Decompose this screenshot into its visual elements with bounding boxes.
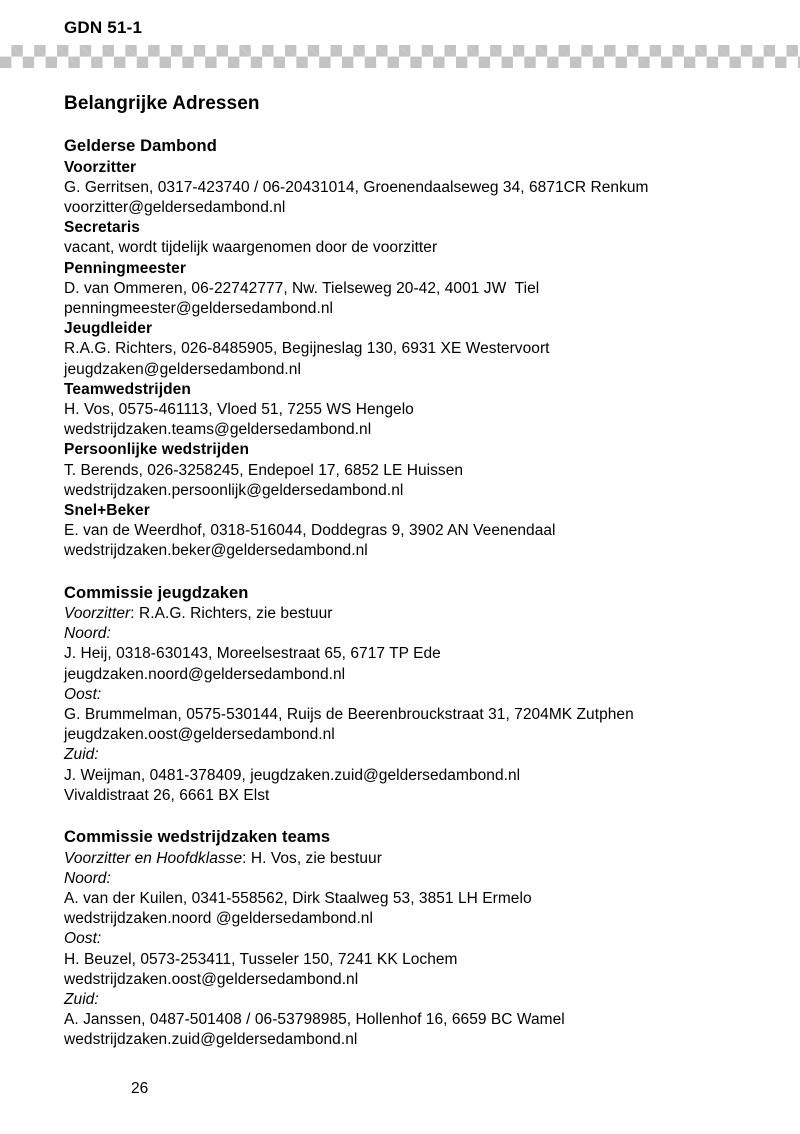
page-header (0, 0, 800, 68)
region-label: Oost: (64, 685, 102, 703)
region-label: Zuid: (64, 746, 99, 764)
chair-label: Voorzitter (64, 605, 131, 623)
section-gelderse-dambond (64, 136, 764, 562)
chair-line (64, 604, 764, 624)
contact-line: G. Gerritsen, 0317-423740 / 06-20431014, Groenendaalseweg 34, 6871CR Renkum (64, 178, 649, 196)
contact-email: jeugdzaken.oost@geldersedambond.nl (64, 726, 335, 744)
chair-value: : H. Vos, zie bestuur (242, 849, 382, 867)
contact-line: T. Berends, 026-3258245, Endepoel 17, 6852 LE Huissen (64, 461, 464, 479)
contact-line: Vivaldistraat 26, 6661 BX Elst (64, 786, 270, 804)
chair-label: Voorzitter en Hoofdklasse (64, 849, 243, 867)
contact-email: wedstrijdzaken.noord @geldersedambond.nl (64, 910, 373, 928)
section-heading: Commissie wedstrijdzaken teams (64, 828, 331, 847)
region-label: Oost: (64, 930, 102, 948)
page-title: Belangrijke Adressen (64, 93, 260, 114)
section-heading: Commissie jeugdzaken (64, 583, 249, 602)
contact-email: jeugdzaken@geldersedambond.nl (64, 360, 301, 378)
contact-email: voorzitter@geldersedambond.nl (64, 198, 286, 216)
contact-email: jeugdzaken.noord@geldersedambond.nl (64, 665, 346, 683)
contact-email: wedstrijdzaken.teams@geldersedambond.nl (64, 421, 372, 439)
document-body (64, 92, 764, 1051)
contact-email: penningmeester@geldersedambond.nl (64, 299, 334, 317)
region-label: Zuid: (64, 991, 99, 1009)
contact-line: G. Brummelman, 0575-530144, Ruijs de Beerenbrouckstraat 31, 7204MK Zutphen (64, 706, 634, 724)
contact-email: wedstrijdzaken.oost@geldersedambond.nl (64, 970, 359, 988)
role-label: Teamwedstrijden (64, 380, 191, 398)
contact-line: A. van der Kuilen, 0341-558562, Dirk Staalweg 53, 3851 LH Ermelo (64, 890, 532, 907)
running-head: GDN 51-1 (64, 18, 143, 37)
page-number: 26 (131, 1080, 149, 1097)
region-label: Noord: (64, 625, 111, 643)
section-commissie-wedstrijdzaken-teams (64, 827, 764, 1051)
contact-email: wedstrijdzaken.zuid@geldersedambond.nl (64, 1031, 358, 1049)
section-heading: Gelderse Dambond (64, 137, 217, 155)
contact-line: J. Weijman, 0481-378409, jeugdzaken.zuid@geldersedambond.nl (64, 766, 521, 784)
chair-value: : R.A.G. Richters, zie bestuur (130, 605, 333, 623)
role-label: Persoonlijke wedstrijden (64, 441, 250, 459)
contact-line: J. Heij, 0318-630143, Moreelsestraat 65, 6717 TP Ede (64, 645, 441, 663)
contact-line: vacant, wordt tijdelijk waargenomen door de voorzitter (64, 239, 438, 257)
checkerboard-divider-icon (0, 45, 800, 68)
role-label: Snel+Beker (64, 501, 150, 519)
contact-line: H. Vos, 0575-461113, Vloed 51, 7255 WS Hengelo (64, 400, 414, 418)
contact-line: A. Janssen, 0487-501408 / 06-53798985, Hollenhof 16, 6659 BC Wamel (64, 1011, 565, 1029)
contact-line: R.A.G. Richters, 026-8485905, Begijneslag 130, 6931 XE Westervoort (64, 340, 550, 358)
contact-line: D. van Ommeren, 06-22742777, Nw. Tielseweg 20-42, 4001 JW Tiel (64, 279, 540, 297)
contact-line: H. Beuzel, 0573-253411, Tusseler 150, 7241 KK Lochem (64, 950, 458, 968)
contact-email: wedstrijdzaken.persoonlijk@geldersedambond.nl (64, 481, 404, 499)
section-commissie-jeugdzaken (64, 583, 764, 807)
role-label: Secretaris (64, 219, 140, 237)
role-label: Jeugdleider (64, 320, 153, 338)
role-label: Penningmeester (64, 259, 186, 277)
contact-email: wedstrijdzaken.beker@geldersedambond.nl (64, 542, 368, 560)
chair-line (64, 849, 764, 869)
region-label: Noord: (64, 869, 111, 887)
contact-line: E. van de Weerdhof, 0318-516044, Doddegras 9, 3902 AN Veenendaal (64, 522, 556, 540)
role-label: Voorzitter (64, 158, 137, 176)
